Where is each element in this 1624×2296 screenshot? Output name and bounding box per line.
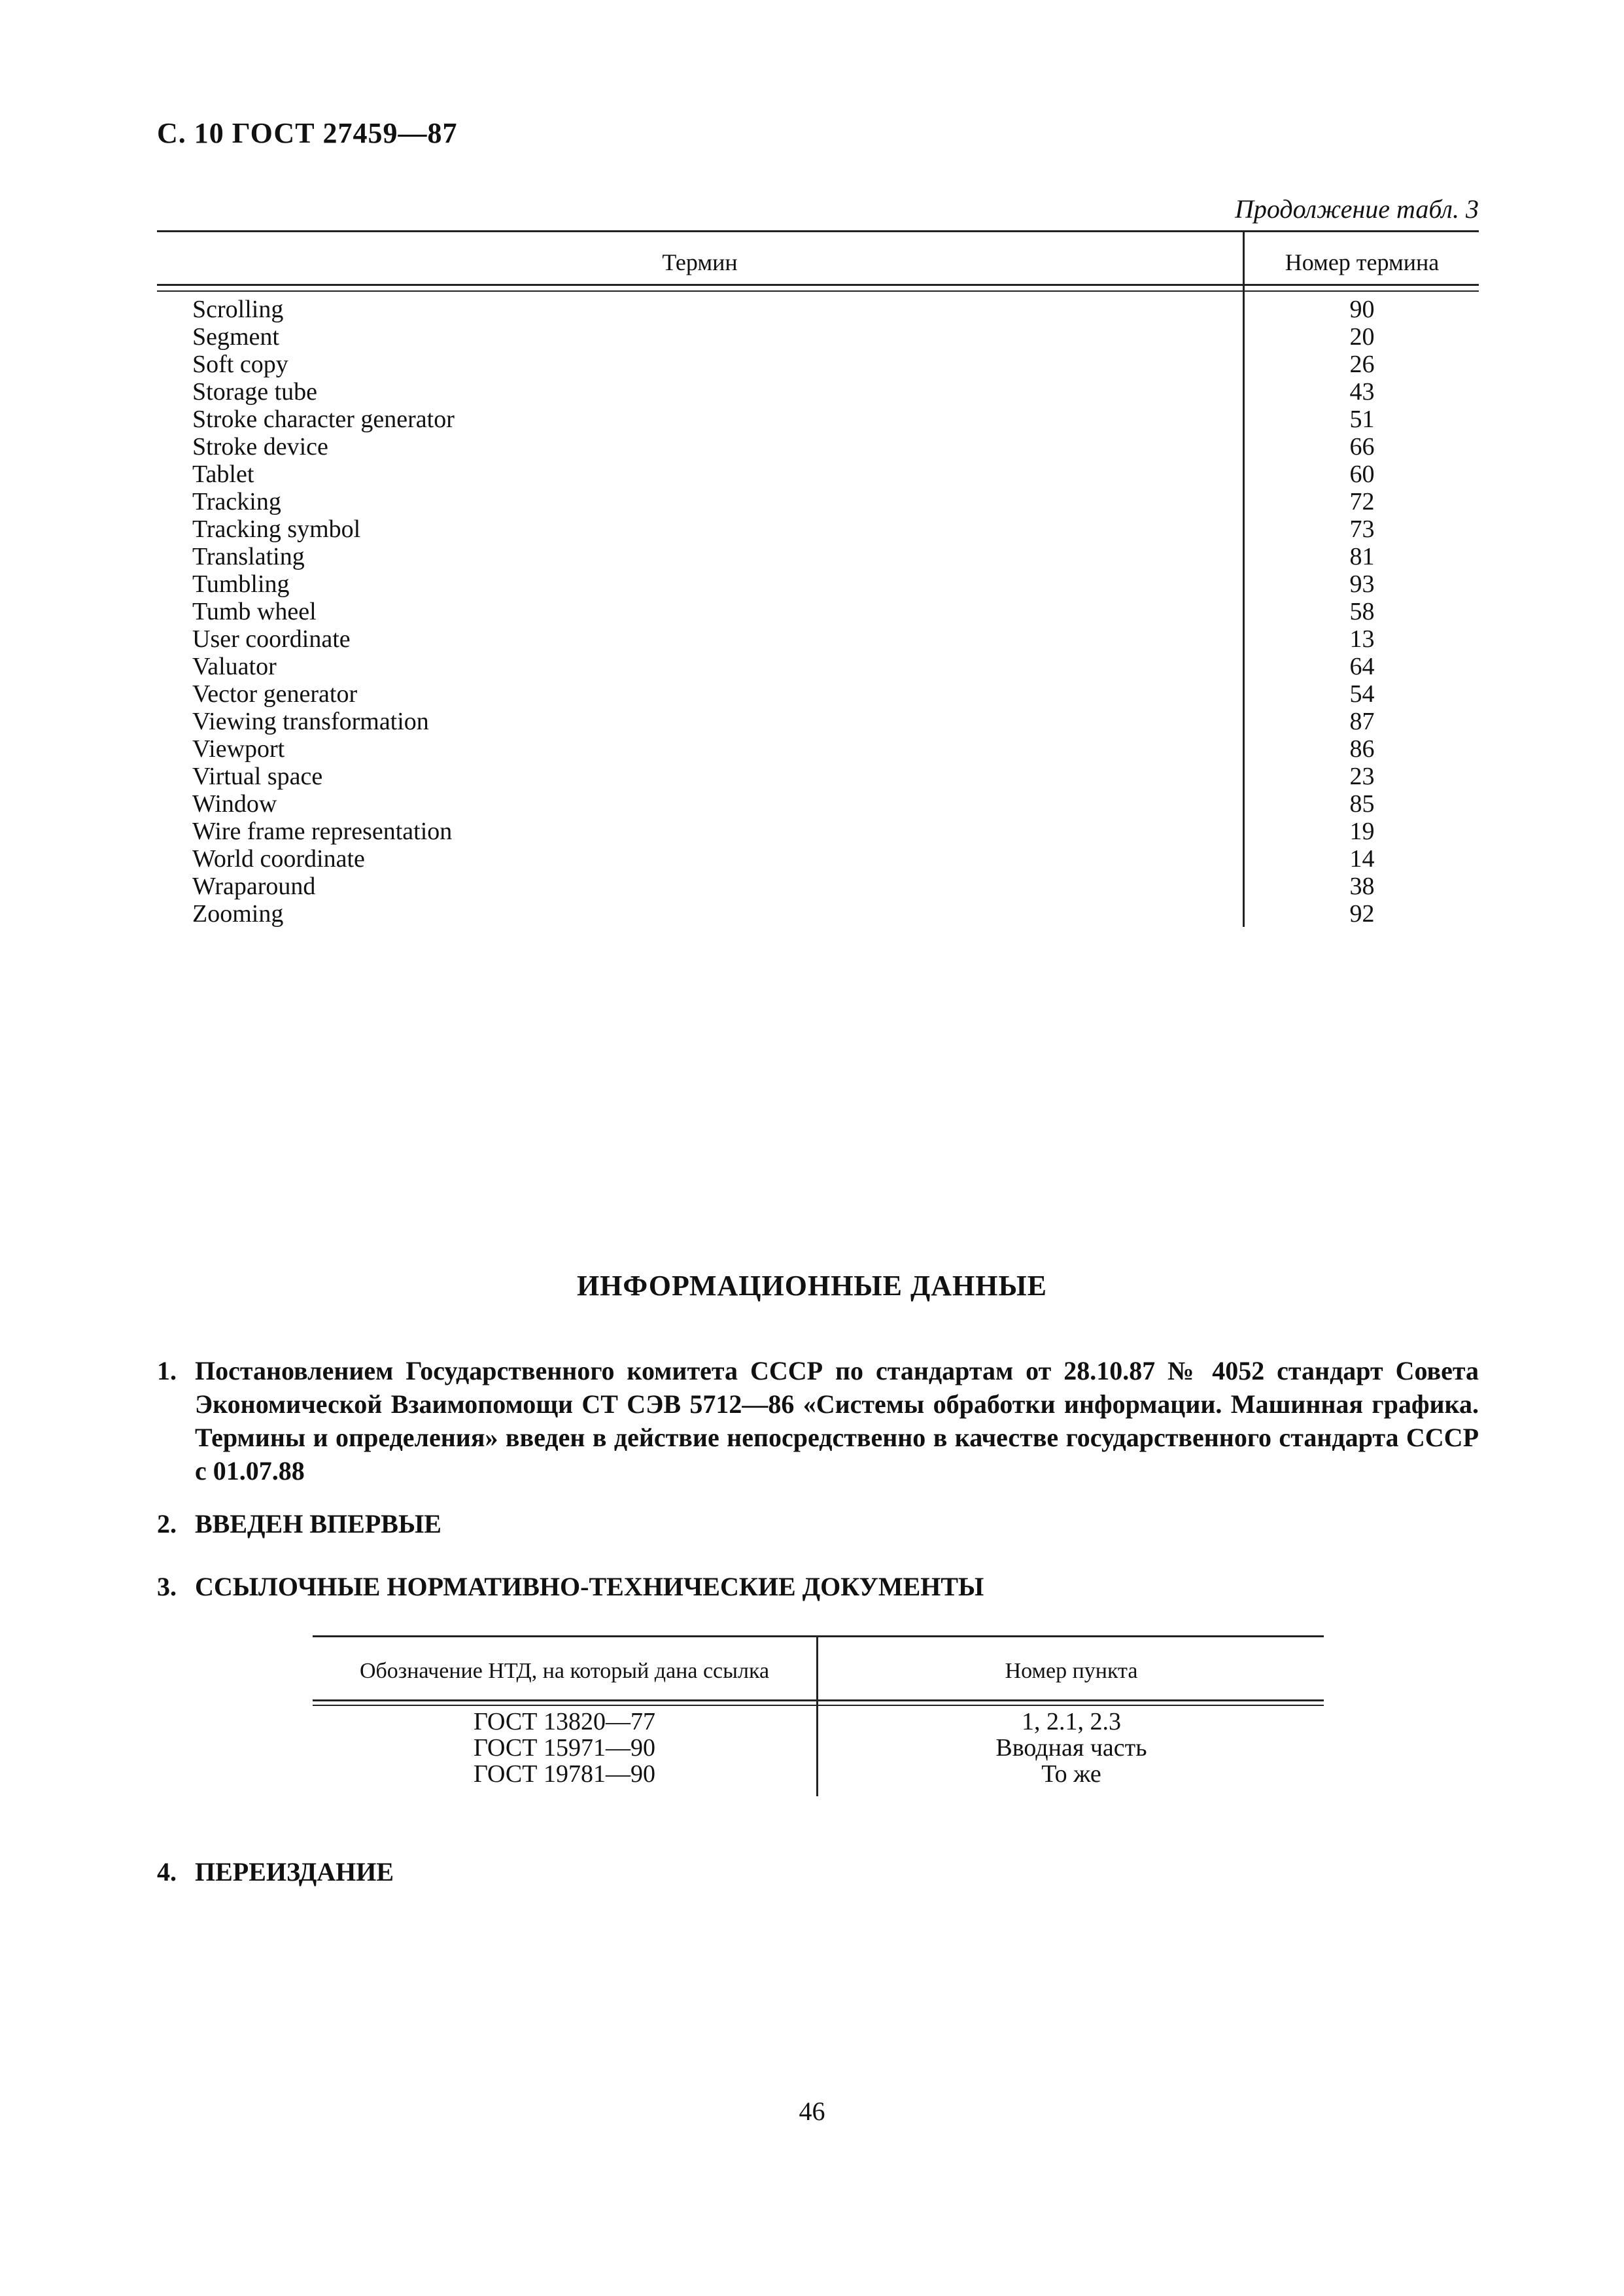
term-name: Tracking symbol (192, 515, 361, 543)
info-item-text: ПЕРЕИЗДАНИЕ (195, 1857, 394, 1887)
table-row (157, 653, 1479, 680)
term-number: 73 (1349, 515, 1375, 543)
table-row (157, 873, 1479, 900)
info-item-number: 3. (157, 1572, 177, 1601)
term-number: 60 (1349, 461, 1375, 488)
term-name: Tracking (192, 488, 281, 515)
column-header-number: Номер термина (1285, 249, 1440, 275)
table-row (157, 461, 1479, 488)
term-number: 43 (1349, 378, 1375, 406)
term-name: Tablet (192, 461, 254, 488)
table-row (157, 625, 1479, 653)
term-name: Valuator (192, 653, 277, 680)
table-row (157, 488, 1479, 515)
term-name: Soft copy (192, 351, 288, 378)
references-table (313, 1635, 1324, 1805)
reference-item-number: 1, 2.1, 2.3 (1022, 1708, 1121, 1735)
page-number: 46 (799, 2096, 825, 2126)
term-name: User coordinate (192, 625, 351, 653)
term-name: Segment (192, 323, 279, 351)
info-item-4 (157, 1855, 1479, 1894)
table-row (157, 818, 1479, 845)
term-name: Stroke character generator (192, 406, 455, 433)
table-top-rule (313, 1635, 1324, 1637)
table-top-rule (157, 230, 1479, 232)
header-rule-double (313, 1705, 1324, 1706)
term-name: Translating (192, 543, 305, 570)
table-row (157, 790, 1479, 818)
term-number: 26 (1349, 351, 1375, 378)
term-number: 87 (1349, 708, 1375, 735)
term-name: Viewing transformation (192, 708, 429, 735)
table-row (157, 763, 1479, 790)
info-item-2 (157, 1507, 1479, 1546)
running-header: С. 10 ГОСТ 27459—87 (157, 117, 458, 149)
term-name: Wraparound (192, 873, 316, 900)
table-row (157, 378, 1479, 406)
table-row (157, 735, 1479, 763)
table-row (157, 351, 1479, 378)
term-number: 72 (1349, 488, 1375, 515)
table-row (157, 900, 1479, 928)
header-rule (313, 1699, 1324, 1701)
term-name: Stroke device (192, 433, 328, 461)
table-row (157, 680, 1479, 708)
term-number: 58 (1349, 598, 1375, 625)
term-number: 14 (1349, 845, 1375, 873)
term-number: 20 (1349, 323, 1375, 351)
header-rule-double (157, 290, 1479, 292)
term-number: 23 (1349, 763, 1375, 790)
term-name: Virtual space (192, 763, 323, 790)
info-item-1 (157, 1354, 1479, 1491)
term-name: Vector generator (192, 680, 358, 708)
term-number: 90 (1349, 296, 1375, 323)
info-item-text: Постановлением Государственного комитета СССР по стандартам от 28.10.87 № 4052 стандарт Совета Экономической Взаимопомощи СТ СЭВ 5712—86 «Системы обработки информации. Машинная графика. Термины и определения» введен в действие непосредственно в качестве государственного стандарта СССР с 01.07.88 (195, 1356, 1479, 1486)
table-continuation-label: Продолжение табл. 3 (1234, 194, 1479, 224)
term-number: 66 (1349, 433, 1375, 461)
column-header-item: Номер пункта (1005, 1659, 1138, 1683)
table-row (157, 845, 1479, 873)
references-table-body (313, 1709, 1324, 1787)
term-name: Window (192, 790, 277, 818)
term-number: 54 (1349, 680, 1375, 708)
info-item-3 (157, 1570, 1479, 1609)
info-item-number: 1. (157, 1356, 177, 1385)
table-row (157, 433, 1479, 461)
table-row (157, 515, 1479, 543)
reference-document: ГОСТ 13820—77 (474, 1708, 655, 1735)
term-name: Tumbling (192, 570, 290, 598)
info-item-number: 2. (157, 1509, 177, 1539)
term-number: 85 (1349, 790, 1375, 818)
term-number: 64 (1349, 653, 1375, 680)
reference-document: ГОСТ 19781—90 (474, 1760, 655, 1788)
term-name: World coordinate (192, 845, 365, 873)
reference-item-number: То же (1041, 1760, 1101, 1788)
info-item-number: 4. (157, 1857, 177, 1887)
table-row (157, 296, 1479, 323)
table-row (157, 598, 1479, 625)
term-name: Tumb wheel (192, 598, 317, 625)
term-name: Storage tube (192, 378, 318, 406)
table-row (157, 708, 1479, 735)
term-number: 81 (1349, 543, 1375, 570)
term-number: 92 (1349, 900, 1375, 928)
table-row (157, 543, 1479, 570)
term-number: 86 (1349, 735, 1375, 763)
term-name: Zooming (192, 900, 284, 928)
term-name: Viewport (192, 735, 285, 763)
info-item-text: ССЫЛОЧНЫЕ НОРМАТИВНО-ТЕХНИЧЕСКИЕ ДОКУМЕНТЫ (195, 1572, 984, 1601)
terms-table-header (157, 241, 1479, 280)
info-item-text: ВВЕДЕН ВПЕРВЫЕ (195, 1509, 441, 1539)
column-header-term: Термин (662, 249, 738, 275)
reference-item-number: Вводная часть (995, 1734, 1147, 1762)
term-number: 19 (1349, 818, 1375, 845)
header-rule (157, 284, 1479, 286)
term-number: 51 (1349, 406, 1375, 433)
term-name: Scrolling (192, 296, 284, 323)
column-header-document: Обозначение НТД, на который дана ссылка (359, 1659, 770, 1683)
term-number: 38 (1349, 873, 1375, 900)
table-row (313, 1709, 1324, 1735)
term-number: 13 (1349, 625, 1375, 653)
term-number: 93 (1349, 570, 1375, 598)
terms-table-body (157, 296, 1479, 928)
table-row (313, 1761, 1324, 1787)
reference-document: ГОСТ 15971—90 (474, 1734, 655, 1762)
table-row (313, 1735, 1324, 1761)
info-section-title: ИНФОРМАЦИОННЫЕ ДАННЫЕ (576, 1270, 1048, 1302)
term-name: Wire frame representation (192, 818, 453, 845)
table-row (157, 406, 1479, 433)
table-row (157, 570, 1479, 598)
table-row (157, 323, 1479, 351)
